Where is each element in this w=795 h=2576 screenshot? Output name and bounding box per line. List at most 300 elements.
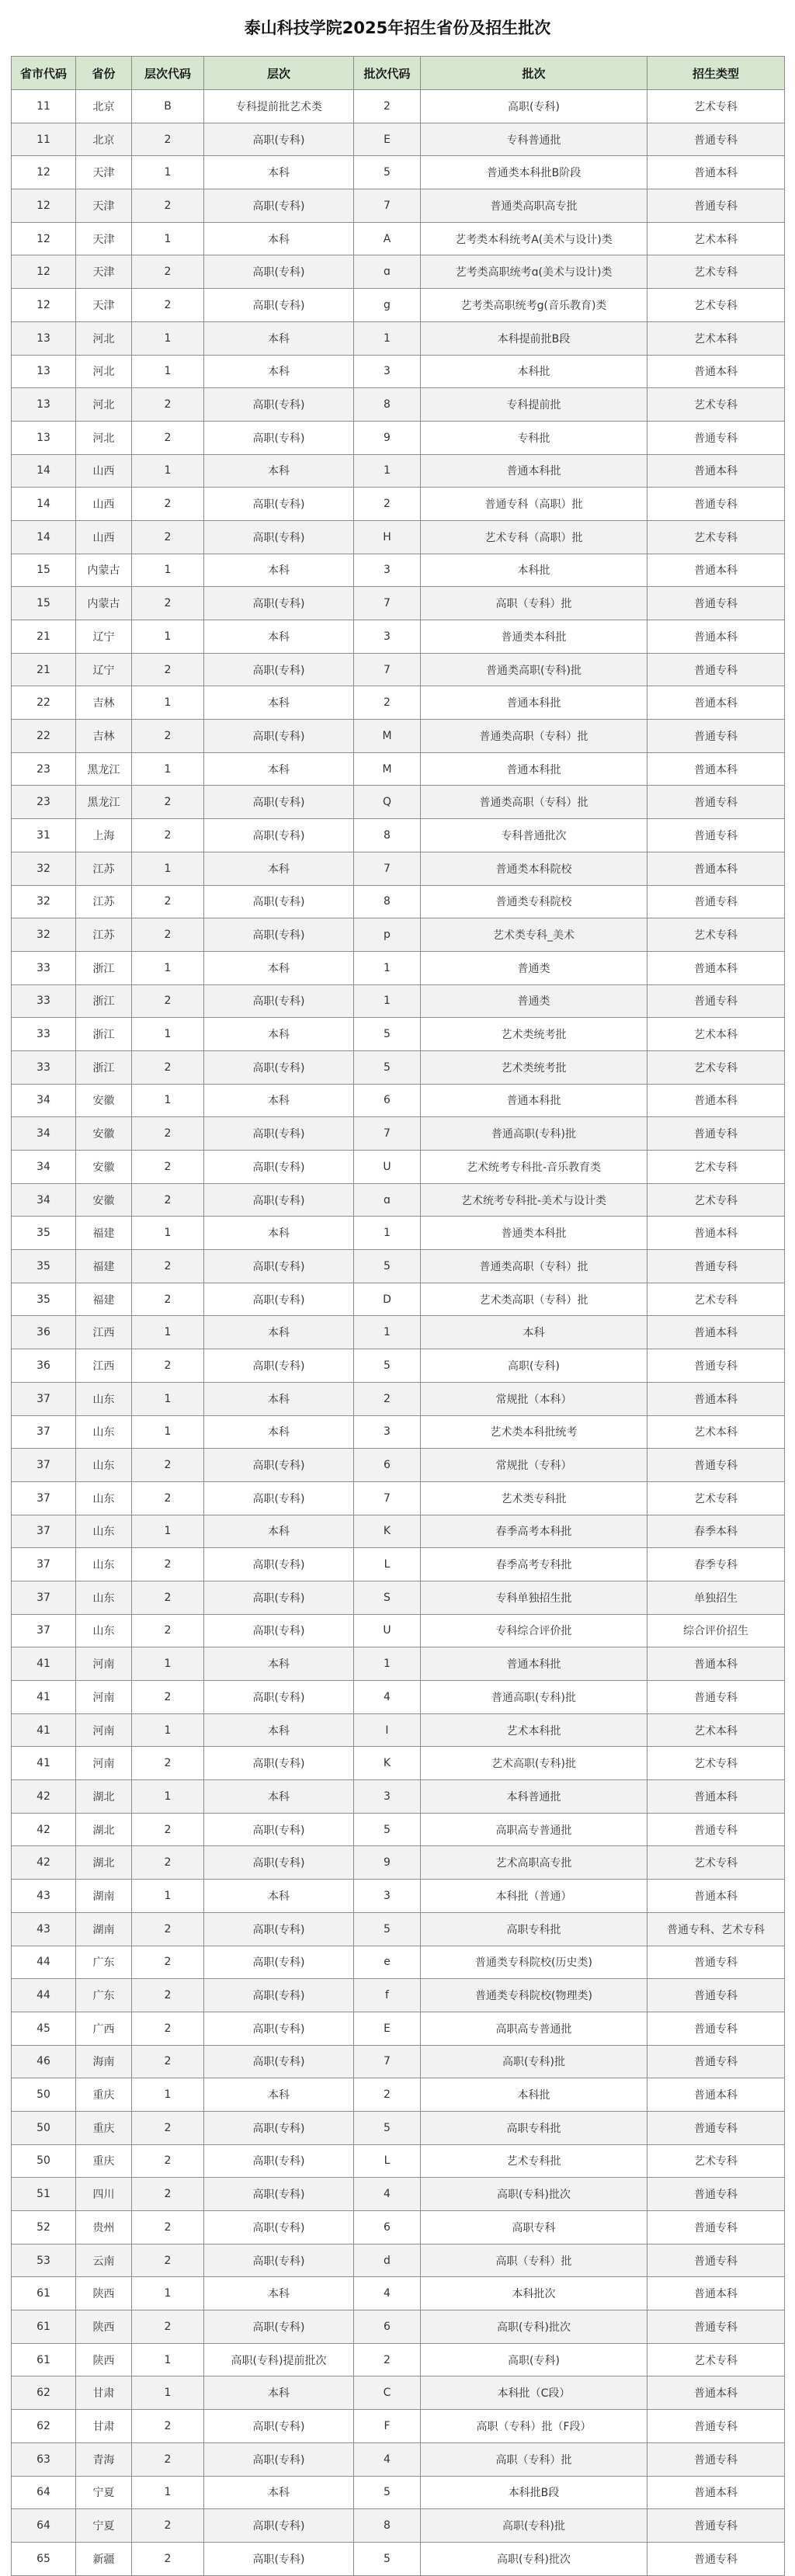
cell-admission-type: 普通专科 — [647, 653, 785, 686]
cell-province: 江苏 — [76, 885, 132, 918]
cell-province: 山东 — [76, 1581, 132, 1614]
cell-admission-type: 普通专科 — [647, 2111, 785, 2144]
cell-province: 河北 — [76, 355, 132, 388]
cell-admission-type: 普通专科 — [647, 1349, 785, 1383]
cell-batch: 专科单独招生批 — [421, 1581, 647, 1614]
table-row — [12, 2144, 785, 2178]
cell-batch: 普通本科批 — [421, 686, 647, 720]
cell-batch-code: 1 — [354, 951, 421, 984]
cell-batch: 艺考类高职统考g(音乐教育)类 — [421, 289, 647, 322]
cell-batch-code: 2 — [354, 2343, 421, 2376]
cell-province: 山东 — [76, 1515, 132, 1548]
cell-batch-code: S — [354, 1581, 421, 1614]
cell-level: 本科 — [204, 222, 354, 255]
cell-level-code: 2 — [132, 2012, 204, 2045]
cell-level-code: 2 — [132, 421, 204, 454]
cell-admission-type: 艺术专科 — [647, 2144, 785, 2178]
cell-batch-code: 4 — [354, 1681, 421, 1714]
cell-admission-type: 普通本科 — [647, 752, 785, 786]
cell-admission-type: 艺术本科 — [647, 1415, 785, 1449]
cell-batch-code: 7 — [354, 1117, 421, 1151]
table-row — [12, 1084, 785, 1117]
cell-province: 新疆 — [76, 2542, 132, 2575]
cell-province-code: 44 — [12, 1946, 76, 1979]
cell-province: 安徽 — [76, 1183, 132, 1217]
cell-province: 吉林 — [76, 720, 132, 753]
cell-batch-code: ɑ — [354, 255, 421, 289]
cell-batch-code: 5 — [354, 1050, 421, 1084]
cell-batch-code: 7 — [354, 587, 421, 620]
table-row — [12, 2542, 785, 2575]
cell-level-code: 2 — [132, 2410, 204, 2443]
cell-province-code: 64 — [12, 2476, 76, 2509]
cell-province-code: 21 — [12, 653, 76, 686]
cell-province-code: 12 — [12, 156, 76, 189]
cell-batch: 专科批 — [421, 421, 647, 454]
cell-level: 本科 — [204, 1316, 354, 1349]
cell-admission-type: 普通本科 — [647, 951, 785, 984]
cell-level-code: 2 — [132, 2542, 204, 2575]
cell-province: 北京 — [76, 90, 132, 123]
cell-batch-code: 3 — [354, 1780, 421, 1814]
cell-province: 重庆 — [76, 2111, 132, 2144]
cell-province-code: 45 — [12, 2012, 76, 2045]
cell-level: 高职(专科) — [204, 1117, 354, 1151]
cell-level: 高职(专科) — [204, 488, 354, 521]
cell-admission-type: 艺术本科 — [647, 1713, 785, 1747]
cell-province: 河南 — [76, 1747, 132, 1780]
table-row — [12, 289, 785, 322]
cell-level: 高职(专科) — [204, 1681, 354, 1714]
cell-province: 陕西 — [76, 2277, 132, 2310]
cell-admission-type: 普通专科 — [647, 123, 785, 156]
cell-level-code: 1 — [132, 620, 204, 654]
cell-level: 本科 — [204, 1415, 354, 1449]
cell-batch-code: A — [354, 222, 421, 255]
cell-province: 黑龙江 — [76, 786, 132, 819]
table-row — [12, 2509, 785, 2543]
cell-level: 高职(专科) — [204, 984, 354, 1018]
cell-province: 宁夏 — [76, 2509, 132, 2543]
cell-province: 河北 — [76, 321, 132, 355]
cell-province: 河南 — [76, 1647, 132, 1681]
cell-province-code: 14 — [12, 520, 76, 554]
cell-batch-code: 5 — [354, 1813, 421, 1846]
cell-province: 黑龙江 — [76, 752, 132, 786]
cell-admission-type: 普通专科 — [647, 2310, 785, 2344]
cell-batch-code: Q — [354, 786, 421, 819]
cell-admission-type: 普通本科 — [647, 1382, 785, 1415]
cell-batch-code: 7 — [354, 1481, 421, 1515]
cell-province-code: 35 — [12, 1217, 76, 1250]
table-header-row — [12, 57, 785, 90]
table-row — [12, 1813, 785, 1846]
cell-level-code: 2 — [132, 388, 204, 422]
cell-admission-type: 普通专科 — [647, 2442, 785, 2476]
cell-province-code: 35 — [12, 1250, 76, 1283]
cell-batch-code: 6 — [354, 2310, 421, 2344]
cell-level-code: 1 — [132, 1415, 204, 1449]
table-row — [12, 1681, 785, 1714]
cell-batch: 普通类高职(专科)批 — [421, 653, 647, 686]
table-row — [12, 321, 785, 355]
table-row — [12, 1912, 785, 1946]
cell-admission-type: 艺术专科 — [647, 1846, 785, 1880]
cell-province: 辽宁 — [76, 653, 132, 686]
cell-batch-code: 2 — [354, 686, 421, 720]
cell-admission-type: 普通专科 — [647, 587, 785, 620]
cell-batch: 艺术本科批 — [421, 1713, 647, 1747]
cell-level-code: 2 — [132, 1912, 204, 1946]
cell-level-code: 2 — [132, 1449, 204, 1482]
cell-province: 广东 — [76, 1946, 132, 1979]
cell-level: 高职(专科) — [204, 123, 354, 156]
cell-admission-type: 普通专科 — [647, 2012, 785, 2045]
cell-level-code: 1 — [132, 2476, 204, 2509]
cell-level: 高职(专科) — [204, 1050, 354, 1084]
cell-level-code: 2 — [132, 587, 204, 620]
cell-province-code: 13 — [12, 321, 76, 355]
cell-province: 陕西 — [76, 2310, 132, 2344]
cell-province: 河南 — [76, 1681, 132, 1714]
cell-level-code: 2 — [132, 2509, 204, 2543]
cell-province-code: 50 — [12, 2111, 76, 2144]
cell-province: 山西 — [76, 454, 132, 488]
column-header-level-code: 层次代码 — [132, 57, 204, 90]
cell-province: 福建 — [76, 1283, 132, 1316]
cell-province-code: 62 — [12, 2376, 76, 2410]
cell-province-code: 42 — [12, 1813, 76, 1846]
cell-admission-type: 艺术专科 — [647, 289, 785, 322]
cell-batch-code: 4 — [354, 2178, 421, 2211]
column-header-admission-type: 招生类型 — [647, 57, 785, 90]
cell-admission-type: 春季本科 — [647, 1515, 785, 1548]
cell-admission-type: 艺术专科 — [647, 918, 785, 952]
table-row — [12, 852, 785, 885]
cell-batch: 高职（专科）批 — [421, 2244, 647, 2277]
cell-level: 高职(专科) — [204, 1846, 354, 1880]
cell-batch-code: L — [354, 2144, 421, 2178]
cell-batch-code: 5 — [354, 2111, 421, 2144]
cell-batch: 高职(专科) — [421, 2343, 647, 2376]
cell-level: 高职(专科) — [204, 289, 354, 322]
cell-batch: 专科综合评价批 — [421, 1614, 647, 1647]
cell-batch-code: L — [354, 1548, 421, 1581]
cell-level: 本科 — [204, 2277, 354, 2310]
cell-province: 重庆 — [76, 2078, 132, 2112]
cell-batch: 常规批（专科） — [421, 1449, 647, 1482]
cell-province-code: 43 — [12, 1880, 76, 1913]
table-row — [12, 454, 785, 488]
cell-level: 高职(专科) — [204, 587, 354, 620]
cell-level: 高职(专科) — [204, 1250, 354, 1283]
cell-admission-type: 普通本科 — [647, 2376, 785, 2410]
cell-level: 高职(专科) — [204, 189, 354, 223]
cell-province-code: 37 — [12, 1581, 76, 1614]
cell-province-code: 41 — [12, 1713, 76, 1747]
cell-level: 本科 — [204, 156, 354, 189]
cell-batch: 普通高职(专科)批 — [421, 1117, 647, 1151]
cell-province-code: 14 — [12, 454, 76, 488]
cell-province-code: 12 — [12, 222, 76, 255]
cell-level-code: 2 — [132, 255, 204, 289]
table-row — [12, 786, 785, 819]
cell-province-code: 11 — [12, 123, 76, 156]
cell-level: 高职(专科) — [204, 1747, 354, 1780]
table-row — [12, 1747, 785, 1780]
cell-batch: 高职(专科)批 — [421, 2509, 647, 2543]
cell-level-code: 2 — [132, 1614, 204, 1647]
cell-province-code: 21 — [12, 620, 76, 654]
cell-batch: 本科批 — [421, 554, 647, 587]
cell-level: 本科 — [204, 2376, 354, 2410]
page-title: 泰山科技学院2025年招生省份及招生批次 — [244, 19, 551, 37]
cell-level-code: 2 — [132, 2211, 204, 2244]
cell-admission-type: 普通本科 — [647, 852, 785, 885]
cell-batch: 本科批（普通） — [421, 1880, 647, 1913]
cell-level: 本科 — [204, 1780, 354, 1814]
cell-admission-type: 综合评价招生 — [647, 1614, 785, 1647]
table-row — [12, 1151, 785, 1184]
cell-admission-type: 普通本科 — [647, 2078, 785, 2112]
cell-admission-type: 春季专科 — [647, 1548, 785, 1581]
cell-level-code: 1 — [132, 156, 204, 189]
cell-level-code: 2 — [132, 1117, 204, 1151]
cell-batch: 艺术高职(专科)批 — [421, 1747, 647, 1780]
cell-level-code: 2 — [132, 1581, 204, 1614]
cell-batch: 艺考类本科统考A(美术与设计)类 — [421, 222, 647, 255]
cell-admission-type: 艺术专科 — [647, 1050, 785, 1084]
cell-province: 山西 — [76, 488, 132, 521]
table-row — [12, 1515, 785, 1548]
cell-level-code: 2 — [132, 2310, 204, 2344]
cell-admission-type: 艺术本科 — [647, 222, 785, 255]
cell-batch: 普通本科批 — [421, 1647, 647, 1681]
cell-level: 本科 — [204, 321, 354, 355]
cell-batch-code: E — [354, 2012, 421, 2045]
table-row — [12, 2442, 785, 2476]
cell-level: 高职(专科) — [204, 2410, 354, 2443]
cell-admission-type: 艺术专科 — [647, 1747, 785, 1780]
cell-level: 高职(专科) — [204, 2111, 354, 2144]
cell-level-code: 2 — [132, 123, 204, 156]
cell-batch: 高职（专科）批 — [421, 587, 647, 620]
cell-province: 湖南 — [76, 1880, 132, 1913]
cell-level: 本科 — [204, 852, 354, 885]
table-row — [12, 1647, 785, 1681]
cell-province: 青海 — [76, 2442, 132, 2476]
cell-province-code: 31 — [12, 819, 76, 852]
cell-province-code: 11 — [12, 90, 76, 123]
cell-province-code: 12 — [12, 189, 76, 223]
cell-admission-type: 普通专科 — [647, 1979, 785, 2012]
cell-level-code: 1 — [132, 752, 204, 786]
cell-batch: 本科 — [421, 1316, 647, 1349]
table-row — [12, 1382, 785, 1415]
cell-province: 广东 — [76, 1979, 132, 2012]
table-row — [12, 951, 785, 984]
cell-admission-type: 普通专科 — [647, 1681, 785, 1714]
cell-admission-type: 普通专科 — [647, 1117, 785, 1151]
table-row — [12, 2111, 785, 2144]
cell-level-code: 1 — [132, 951, 204, 984]
cell-batch: 本科批 — [421, 2078, 647, 2112]
table-row — [12, 1481, 785, 1515]
cell-province: 甘肃 — [76, 2410, 132, 2443]
cell-province-code: 41 — [12, 1681, 76, 1714]
cell-province-code: 63 — [12, 2442, 76, 2476]
cell-province-code: 37 — [12, 1382, 76, 1415]
cell-province: 山东 — [76, 1548, 132, 1581]
table-row — [12, 587, 785, 620]
cell-level-code: 1 — [132, 1084, 204, 1117]
cell-batch-code: K — [354, 1747, 421, 1780]
admission-table — [11, 56, 785, 2576]
cell-admission-type: 普通专科 — [647, 421, 785, 454]
table-row — [12, 1449, 785, 1482]
cell-province-code: 37 — [12, 1548, 76, 1581]
table-row — [12, 1349, 785, 1383]
cell-level-code: 1 — [132, 321, 204, 355]
cell-province: 江西 — [76, 1316, 132, 1349]
cell-level-code: 2 — [132, 289, 204, 322]
cell-level: 高职(专科) — [204, 255, 354, 289]
cell-admission-type: 普通专科 — [647, 2509, 785, 2543]
cell-batch-code: 4 — [354, 2277, 421, 2310]
table-row — [12, 520, 785, 554]
cell-batch: 艺术专科（高职）批 — [421, 520, 647, 554]
cell-batch-code: e — [354, 1946, 421, 1979]
cell-admission-type: 普通专科 — [647, 720, 785, 753]
cell-level-code: 2 — [132, 1250, 204, 1283]
cell-batch-code: 7 — [354, 852, 421, 885]
cell-batch-code: U — [354, 1614, 421, 1647]
cell-province: 湖南 — [76, 1912, 132, 1946]
cell-level-code: 2 — [132, 488, 204, 521]
cell-admission-type: 普通专科 — [647, 819, 785, 852]
cell-batch-code: f — [354, 1979, 421, 2012]
cell-level: 高职(专科) — [204, 1183, 354, 1217]
cell-level: 高职(专科) — [204, 885, 354, 918]
cell-batch: 普通类高职（专科）批 — [421, 1250, 647, 1283]
table-row — [12, 222, 785, 255]
cell-province-code: 32 — [12, 918, 76, 952]
cell-admission-type: 艺术专科 — [647, 1481, 785, 1515]
cell-level: 本科 — [204, 355, 354, 388]
table-row — [12, 1548, 785, 1581]
cell-batch-code: g — [354, 289, 421, 322]
cell-batch: 艺术类专科_美术 — [421, 918, 647, 952]
cell-batch: 普通类专科院校(历史类) — [421, 1946, 647, 1979]
cell-province: 江西 — [76, 1349, 132, 1383]
cell-level-code: 1 — [132, 2277, 204, 2310]
cell-batch: 高职（专科）批 — [421, 2442, 647, 2476]
table-row — [12, 720, 785, 753]
cell-province-code: 62 — [12, 2410, 76, 2443]
cell-batch-code: 7 — [354, 189, 421, 223]
cell-batch-code: 3 — [354, 355, 421, 388]
table-row — [12, 686, 785, 720]
cell-province: 江苏 — [76, 918, 132, 952]
cell-level-code: 1 — [132, 1647, 204, 1681]
cell-province-code: 34 — [12, 1183, 76, 1217]
cell-level: 高职(专科) — [204, 2442, 354, 2476]
cell-province: 浙江 — [76, 951, 132, 984]
cell-province: 安徽 — [76, 1084, 132, 1117]
cell-level: 高职(专科) — [204, 918, 354, 952]
cell-batch: 普通类专科院校 — [421, 885, 647, 918]
cell-level-code: 2 — [132, 720, 204, 753]
column-header-batch-code: 批次代码 — [354, 57, 421, 90]
cell-province: 福建 — [76, 1217, 132, 1250]
cell-level-code: 2 — [132, 918, 204, 952]
table-row — [12, 819, 785, 852]
cell-level: 高职(专科) — [204, 1813, 354, 1846]
cell-batch-code: d — [354, 2244, 421, 2277]
cell-level-code: 1 — [132, 686, 204, 720]
cell-admission-type: 普通本科 — [647, 2476, 785, 2509]
cell-admission-type: 单独招生 — [647, 1581, 785, 1614]
cell-level-code: 1 — [132, 1316, 204, 1349]
table-row — [12, 752, 785, 786]
cell-batch: 高职专科批 — [421, 2111, 647, 2144]
cell-province: 山东 — [76, 1382, 132, 1415]
cell-batch: 高职(专科)批次 — [421, 2542, 647, 2575]
cell-batch: 普通类本科批 — [421, 620, 647, 654]
table-row — [12, 984, 785, 1018]
cell-batch-code: 8 — [354, 388, 421, 422]
table-row — [12, 1780, 785, 1814]
cell-province-code: 37 — [12, 1515, 76, 1548]
cell-batch: 艺术类本科批统考 — [421, 1415, 647, 1449]
cell-province: 重庆 — [76, 2144, 132, 2178]
cell-batch-code: 2 — [354, 2078, 421, 2112]
cell-batch: 普通类高职（专科）批 — [421, 786, 647, 819]
cell-province-code: 37 — [12, 1449, 76, 1482]
cell-province: 四川 — [76, 2178, 132, 2211]
cell-batch: 普通类本科院校 — [421, 852, 647, 885]
table-row — [12, 1217, 785, 1250]
cell-level: 高职(专科) — [204, 1912, 354, 1946]
cell-level: 本科 — [204, 1880, 354, 1913]
table-row — [12, 388, 785, 422]
cell-batch: 高职(专科)批次 — [421, 2310, 647, 2344]
cell-level: 高职(专科) — [204, 1449, 354, 1482]
cell-batch-code: H — [354, 520, 421, 554]
cell-level: 本科 — [204, 752, 354, 786]
table-row — [12, 90, 785, 123]
cell-level-code: 2 — [132, 984, 204, 1018]
cell-level: 本科 — [204, 1084, 354, 1117]
cell-level: 高职(专科) — [204, 653, 354, 686]
table-row — [12, 2310, 785, 2344]
cell-province-code: 33 — [12, 1018, 76, 1051]
cell-batch: 春季高考专科批 — [421, 1548, 647, 1581]
cell-admission-type: 普通本科 — [647, 156, 785, 189]
cell-batch-code: ɑ — [354, 1183, 421, 1217]
cell-batch: 本科批（C段） — [421, 2376, 647, 2410]
cell-admission-type: 艺术专科 — [647, 1151, 785, 1184]
cell-province: 河北 — [76, 421, 132, 454]
cell-province: 浙江 — [76, 1050, 132, 1084]
cell-admission-type: 普通本科 — [647, 1316, 785, 1349]
cell-level: 本科 — [204, 620, 354, 654]
cell-level: 高职(专科) — [204, 1946, 354, 1979]
cell-batch: 艺术高职高专批 — [421, 1846, 647, 1880]
table-row — [12, 2244, 785, 2277]
cell-level: 高职(专科) — [204, 1979, 354, 2012]
cell-province-code: 13 — [12, 388, 76, 422]
